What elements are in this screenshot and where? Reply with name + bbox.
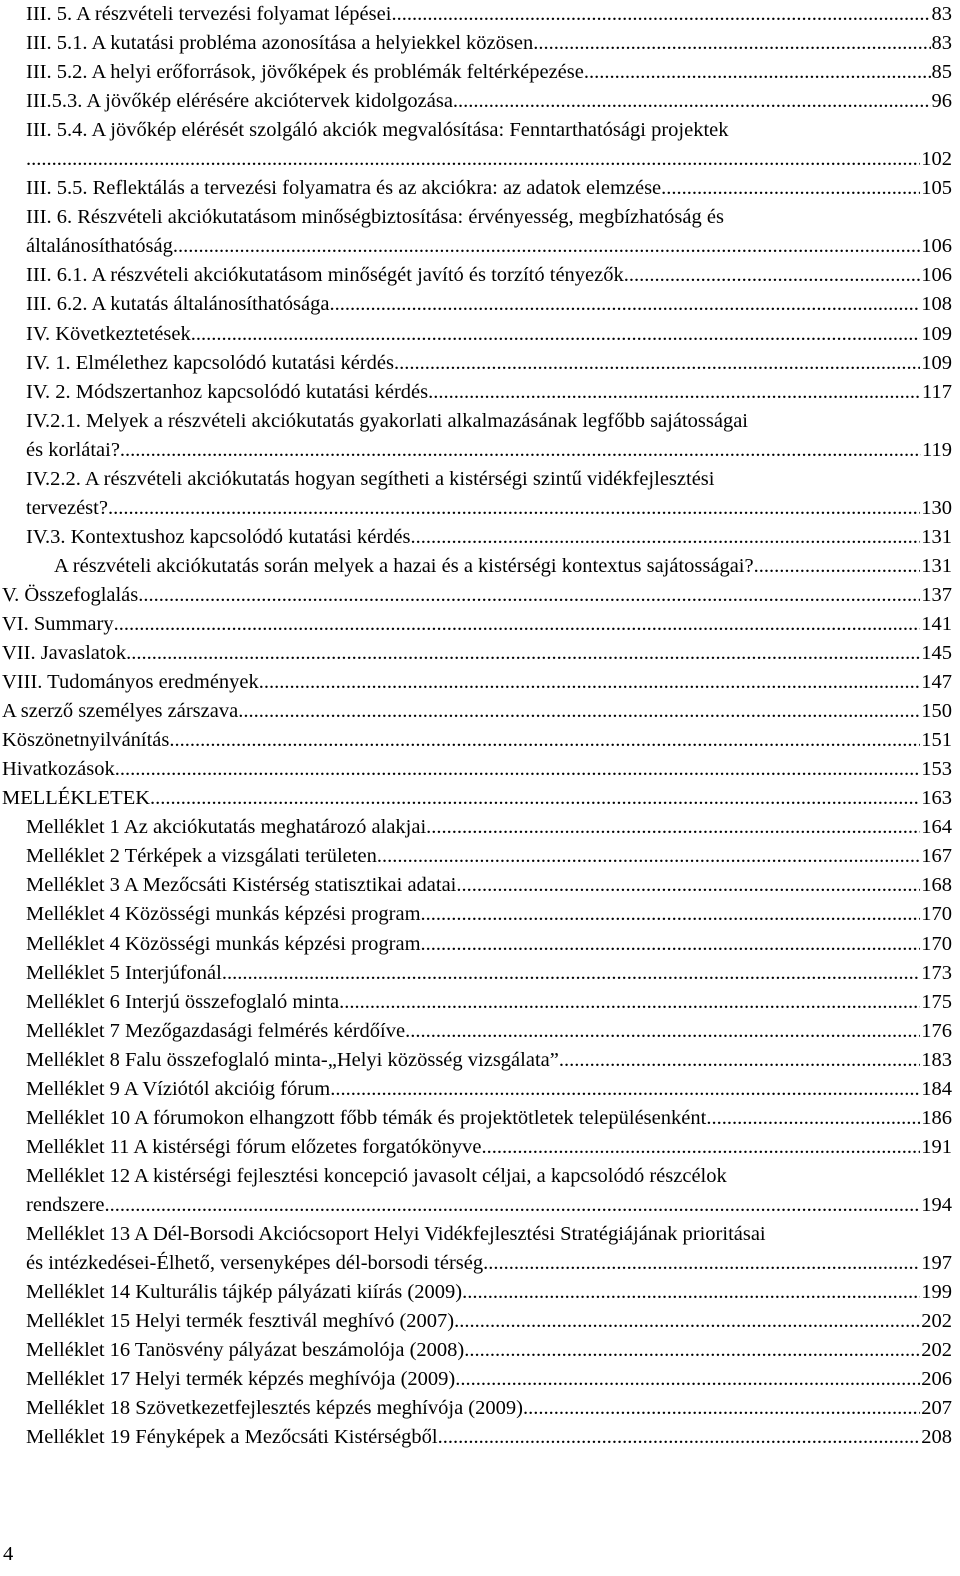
- toc-entry-title: Melléklet 1 Az akciókutatás meghatározó alakjai: [26, 816, 427, 839]
- toc-entry[interactable]: [2, 523, 952, 552]
- dot-leader: [391, 0, 930, 29]
- toc-entry[interactable]: [2, 1046, 952, 1075]
- toc-entry-title: Köszönetnyilvánítás: [2, 729, 170, 752]
- toc-entry[interactable]: [2, 349, 952, 378]
- dot-leader: [454, 1307, 920, 1336]
- toc-entry[interactable]: [2, 900, 952, 929]
- toc-entry[interactable]: [2, 930, 952, 959]
- toc-entry[interactable]: [2, 87, 952, 116]
- toc-entry-title: Melléklet 5 Interjúfonál: [26, 961, 222, 984]
- toc-entry[interactable]: [2, 1220, 952, 1278]
- toc-entry-title: Melléklet 12 A kistérségi fejlesztési koncepció javasolt céljai, a kapcsolódó részcélok: [26, 1164, 727, 1187]
- toc-entry[interactable]: [2, 203, 952, 261]
- toc-entry-title: rendszere: [26, 1193, 105, 1216]
- toc-entry-title: Melléklet 3 A Mezőcsáti Kistérség statisztikai adatai: [26, 874, 457, 897]
- toc-entry-page: 197: [921, 1252, 952, 1275]
- toc-entry[interactable]: [2, 1394, 952, 1423]
- toc-entry-title: III. 5.2. A helyi erőforrások, jövőképek és problémák feltérképezése: [26, 61, 584, 84]
- dot-leader: [120, 436, 921, 465]
- dot-leader: [108, 494, 920, 523]
- toc-entry-page: 83: [931, 3, 952, 25]
- toc-entry-title: Melléklet 14 Kulturális tájkép pályázati kiírás (2009): [26, 1281, 463, 1304]
- toc-entry-title: III.5.3. A jövőkép elérésére akciótervek kidolgozása: [26, 90, 453, 113]
- toc-entry[interactable]: [2, 58, 952, 87]
- toc-entry[interactable]: [2, 1336, 952, 1365]
- toc-entry-title: III. 5.4. A jövőkép elérését szolgáló akciók megvalósítása: Fenntarthatósági projektek: [26, 119, 729, 142]
- table-of-contents: [2, 0, 952, 1452]
- toc-entry-title: Melléklet 8 Falu összefoglaló minta-„Helyi közösség vizsgálata”: [26, 1048, 559, 1071]
- dot-leader: [150, 784, 920, 813]
- toc-entry-title: IV. 2. Módszertanhoz kapcsolódó kutatási kérdés: [26, 380, 429, 403]
- dot-leader: [405, 1017, 920, 1046]
- dot-leader: [339, 988, 920, 1017]
- dot-leader: [26, 145, 920, 174]
- toc-entry-title: és korlátai?: [26, 438, 120, 461]
- toc-entry-title: VI. Summary: [2, 612, 114, 635]
- toc-entry-title: IV. Következtetések: [26, 322, 191, 345]
- toc-entry-page: 167: [921, 845, 952, 868]
- toc-entry[interactable]: [2, 407, 952, 465]
- toc-entry-title: IV.2.2. A részvételi akciókutatás hogyan segítheti a kistérségi szintű vidékfejlesztési: [26, 467, 715, 490]
- dot-leader: [754, 552, 921, 581]
- dot-leader: [222, 959, 920, 988]
- toc-entry-title: általánosíthatóság: [26, 235, 173, 258]
- toc-entry[interactable]: [2, 639, 952, 668]
- toc-entry-page: 130: [921, 496, 952, 519]
- toc-entry[interactable]: [2, 1365, 952, 1394]
- toc-entry-page: 119: [922, 438, 952, 461]
- toc-entry-page: 109: [921, 322, 952, 345]
- toc-entry[interactable]: [2, 1133, 952, 1162]
- toc-entry[interactable]: [2, 261, 952, 290]
- toc-entry[interactable]: [2, 290, 952, 319]
- dot-leader: [329, 290, 920, 319]
- toc-entry-page: 191: [921, 1135, 952, 1158]
- toc-entry-title: Hivatkozások: [2, 758, 115, 781]
- toc-entry[interactable]: [2, 842, 952, 871]
- toc-entry-page: 175: [921, 990, 952, 1013]
- toc-entry-title: III. 5.5. Reflektálás a tervezési folyamatra és az akciókra: az adatok elemzése: [26, 177, 662, 200]
- toc-entry-page: 151: [921, 729, 952, 752]
- toc-entry-title: A szerző személyes zárszava: [2, 700, 239, 723]
- toc-entry[interactable]: [2, 784, 952, 813]
- toc-entry-title: V. Összefoglalás: [2, 583, 139, 606]
- toc-entry-title: Melléklet 11 A kistérségi fórum előzetes forgatókönyve: [26, 1135, 482, 1158]
- dot-leader: [533, 29, 930, 58]
- toc-entry-title: IV.2.1. Melyek a részvételi akciókutatás gyakorlati alkalmazásának legfőbb sajátosságai: [26, 409, 748, 432]
- dot-leader: [169, 726, 920, 755]
- toc-entry-title: III. 5.1. A kutatási probléma azonosítása a helyiekkel közösen: [26, 32, 534, 55]
- dot-leader: [661, 174, 920, 203]
- dot-leader: [394, 349, 920, 378]
- toc-entry-title: Melléklet 10 A fórumokon elhangzott főbb témák és projektötletek településenként: [26, 1106, 707, 1129]
- toc-entry-page: 109: [921, 351, 952, 374]
- toc-entry[interactable]: [2, 1075, 952, 1104]
- toc-entry-title: Melléklet 18 Szövetkezetfejlesztés képzés meghívója (2009): [26, 1397, 523, 1420]
- dot-leader: [464, 1336, 920, 1365]
- toc-entry-title: A részvételi akciókutatás során melyek a hazai és a kistérségi kontextus sajátosságai?: [54, 554, 754, 577]
- dot-leader: [411, 523, 921, 552]
- toc-entry[interactable]: [2, 697, 952, 726]
- dot-leader: [330, 1075, 920, 1104]
- toc-entry[interactable]: [2, 581, 952, 610]
- dot-leader: [238, 697, 920, 726]
- toc-entry-title: Melléklet 16 Tanösvény pályázat beszámolója (2008): [26, 1339, 465, 1362]
- toc-entry-page: 206: [921, 1368, 952, 1391]
- toc-entry[interactable]: [2, 116, 952, 174]
- toc-entry-title: Melléklet 4 Közösségi munkás képzési program: [26, 903, 421, 926]
- toc-entry[interactable]: [2, 29, 952, 58]
- toc-entry[interactable]: [2, 1162, 952, 1220]
- toc-entry-page: 170: [921, 903, 952, 926]
- toc-entry-page: 131: [921, 554, 952, 577]
- toc-entry[interactable]: [2, 610, 952, 639]
- dot-leader: [173, 232, 920, 261]
- toc-entry[interactable]: [2, 552, 952, 581]
- toc-entry-page: 105: [921, 177, 952, 200]
- toc-entry[interactable]: [2, 0, 952, 29]
- toc-entry-page: 106: [921, 264, 952, 287]
- toc-entry-page: 163: [921, 787, 952, 810]
- toc-entry-title: Melléklet 17 Helyi termék képzés meghívója (2009): [26, 1368, 456, 1391]
- toc-entry-page: 85: [931, 61, 952, 84]
- dot-leader: [114, 610, 921, 639]
- toc-entry-title: III. 6. Részvételi akciókutatásom minőségbiztosítása: érvényesség, megbízhatóság és: [26, 206, 724, 229]
- dot-leader: [456, 871, 920, 900]
- toc-entry-page: 183: [921, 1048, 952, 1071]
- toc-entry-title: VIII. Tudományos eredmények: [2, 671, 259, 694]
- toc-entry-title: Melléklet 6 Interjú összefoglaló minta: [26, 990, 340, 1013]
- dot-leader: [421, 930, 921, 959]
- toc-entry-title: IV. 1. Elmélethez kapcsolódó kutatási kérdés: [26, 351, 394, 374]
- toc-entry-title: Melléklet 4 Közösségi munkás képzési program: [26, 932, 421, 955]
- dot-leader: [624, 261, 921, 290]
- toc-entry-page: 170: [921, 932, 952, 955]
- toc-entry-page: 202: [921, 1310, 952, 1333]
- toc-entry-title: Melléklet 2 Térképek a vizsgálati területen: [26, 845, 377, 868]
- toc-entry-page: 150: [921, 700, 952, 723]
- toc-entry-title: Melléklet 7 Mezőgazdasági felmérés kérdőíve: [26, 1019, 406, 1042]
- toc-entry-page: 194: [921, 1193, 952, 1216]
- toc-entry-page: 106: [921, 235, 952, 258]
- toc-entry[interactable]: [2, 1423, 952, 1452]
- toc-entry-page: 117: [922, 380, 952, 403]
- dot-leader: [559, 1046, 920, 1075]
- toc-entry[interactable]: [2, 959, 952, 988]
- toc-entry-page: 186: [921, 1106, 952, 1129]
- toc-entry[interactable]: [2, 726, 952, 755]
- toc-entry-page: 83: [931, 32, 952, 55]
- dot-leader: [706, 1104, 920, 1133]
- toc-entry-title: Melléklet 9 A Víziótól akcióig fórum: [26, 1077, 331, 1100]
- toc-entry-title: MELLÉKLETEK: [2, 787, 151, 810]
- toc-entry-page: 131: [921, 525, 952, 548]
- dot-leader: [483, 1249, 920, 1278]
- toc-entry[interactable]: [2, 1104, 952, 1133]
- toc-entry-title: III. 6.1. A részvételi akciókutatásom minőségét javító és torzító tényezők: [26, 264, 624, 287]
- dot-leader: [126, 639, 920, 668]
- dot-leader: [138, 581, 920, 610]
- dot-leader: [462, 1278, 920, 1307]
- toc-entry-page: 153: [921, 758, 952, 781]
- toc-entry-title: és intézkedései-Élhető, versenyképes dél-borsodi térség: [26, 1252, 484, 1275]
- toc-entry-page: 202: [921, 1339, 952, 1362]
- page-number: 4: [3, 1543, 14, 1565]
- toc-entry[interactable]: [2, 174, 952, 203]
- dot-leader: [455, 1365, 920, 1394]
- dot-leader: [438, 1423, 921, 1452]
- toc-entry-page: 184: [921, 1077, 952, 1100]
- toc-entry-page: 164: [921, 816, 952, 839]
- toc-entry-page: 173: [921, 961, 952, 984]
- toc-entry-title: III. 6.2. A kutatás általánosíthatósága: [26, 293, 330, 316]
- toc-entry-title: Melléklet 19 Fényképek a Mezőcsáti Kistérségből: [26, 1426, 438, 1449]
- toc-entry[interactable]: [2, 1017, 952, 1046]
- toc-entry-page: 137: [921, 583, 952, 606]
- dot-leader: [453, 87, 931, 116]
- toc-entry-page: 108: [921, 293, 952, 316]
- toc-entry-page: 141: [921, 612, 952, 635]
- toc-entry-title: Melléklet 15 Helyi termék fesztivál meghívó (2007): [26, 1310, 455, 1333]
- dot-leader: [481, 1133, 920, 1162]
- dot-leader: [428, 378, 921, 407]
- toc-entry-page: 96: [931, 90, 952, 113]
- toc-entry[interactable]: [2, 378, 952, 407]
- dot-leader: [105, 1191, 921, 1220]
- toc-entry[interactable]: [2, 320, 952, 349]
- toc-entry[interactable]: [2, 1278, 952, 1307]
- toc-entry-page: 176: [921, 1019, 952, 1042]
- toc-entry[interactable]: [2, 813, 952, 842]
- dot-leader: [377, 842, 920, 871]
- dot-leader: [523, 1394, 920, 1423]
- dot-leader: [259, 668, 920, 697]
- dot-leader: [584, 58, 931, 87]
- toc-entry-page: 168: [921, 874, 952, 897]
- toc-entry-title: tervezést?: [26, 496, 108, 519]
- toc-entry-page: 145: [921, 642, 952, 665]
- dot-leader: [191, 320, 921, 349]
- toc-entry[interactable]: [2, 1307, 952, 1336]
- toc-entry-page: 147: [921, 671, 952, 694]
- toc-entry[interactable]: [2, 465, 952, 523]
- toc-entry-page: 207: [921, 1397, 952, 1420]
- toc-entry[interactable]: [2, 755, 952, 784]
- toc-entry[interactable]: [2, 988, 952, 1017]
- toc-entry-title: Melléklet 13 A Dél-Borsodi Akciócsoport Helyi Vidékfejlesztési Stratégiájának prioritásai: [26, 1222, 766, 1245]
- toc-entry[interactable]: [2, 871, 952, 900]
- dot-leader: [115, 755, 921, 784]
- dot-leader: [426, 813, 920, 842]
- toc-entry-page: 102: [921, 148, 952, 171]
- toc-entry-title: VII. Javaslatok: [2, 642, 127, 665]
- toc-entry-title: IV.3. Kontextushoz kapcsolódó kutatási kérdés: [26, 525, 411, 548]
- toc-entry-page: 199: [921, 1281, 952, 1304]
- toc-entry-page: 208: [921, 1426, 952, 1449]
- toc-entry[interactable]: [2, 668, 952, 697]
- toc-entry-title: III. 5. A részvételi tervezési folyamat lépései: [26, 3, 392, 25]
- dot-leader: [421, 900, 921, 929]
